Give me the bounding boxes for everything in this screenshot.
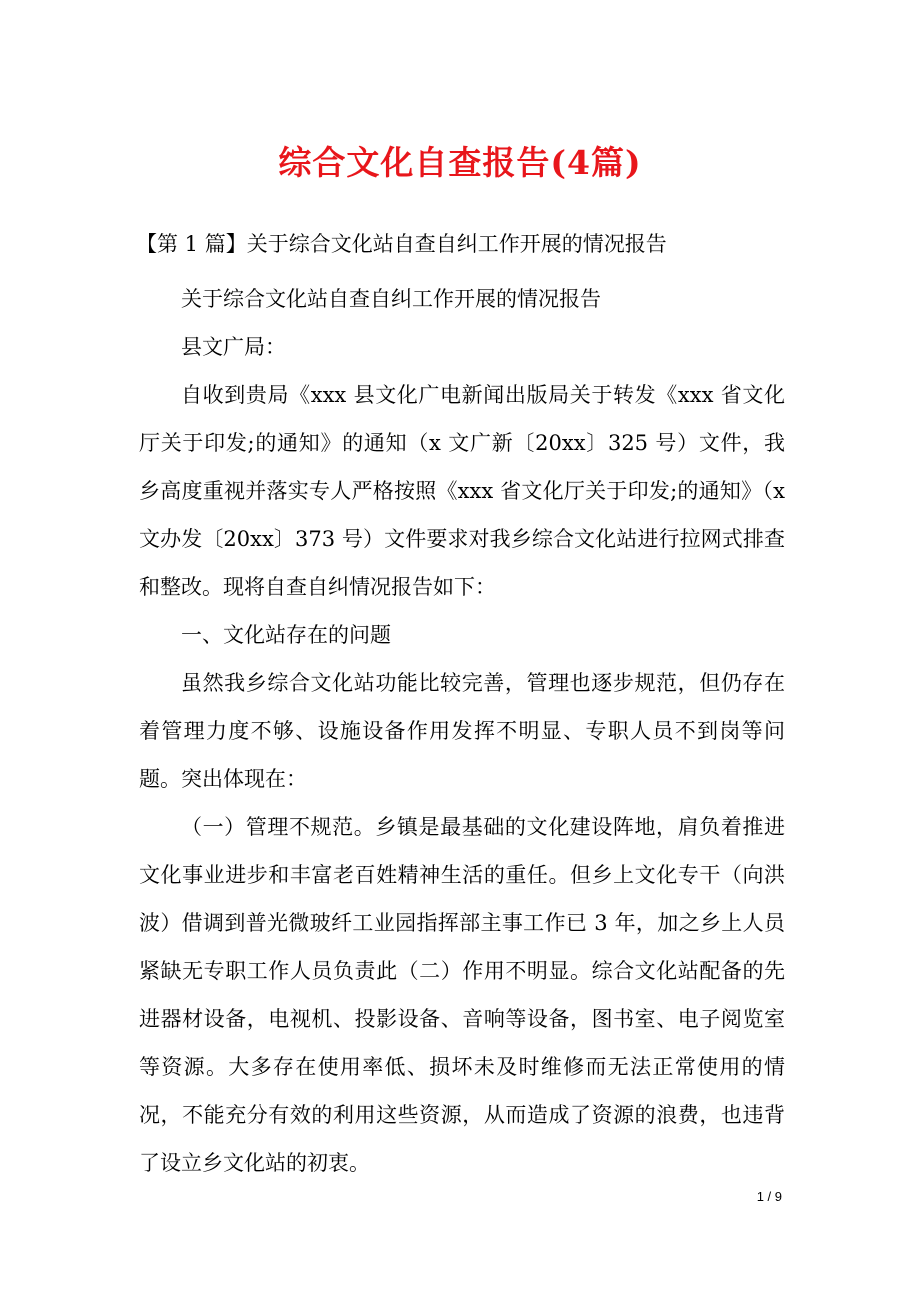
problem-summary-paragraph: 虽然我乡综合文化站功能比较完善，管理也逐步规范，但仍存在着管理力度不够、设施设备作用发挥不明显、专职人员不到岗等问题。突出体现在：: [139, 671, 785, 791]
salutation-paragraph: 县文广局：: [181, 335, 286, 359]
problem-detail-paragraph: （一）管理不规范。乡镇是最基础的文化建设阵地，肩负着推进文化事业进步和丰富老百姓精神生活的重任。但乡上文化专干（向洪波）借调到普光微玻纤工业园指挥部主事工作已 3 年，加之乡上人员紧缺无专职工作人员负责此（二）作用不明显。综合文化站配备的先进器材设备，电视机、投影设备、音响等设备，图书室、电子阅览室等资源。大多存在使用率低、损坏未及时维修而无法正常使用的情况，不能充分有效的利用这些资源，从而造成了资源的浪费，也违背了设立乡文化站的初衷。: [139, 815, 785, 1175]
intro-paragraph: 自收到贵局《xxx 县文化广电新闻出版局关于转发《xxx 省文化厅关于印发;的通知》的通知（x 文广新〔20xx〕325 号）文件，我乡高度重视并落实专人严格按照《xxx 省文化厅关于印发;的通知》（x 文办发〔20xx〕373 号）文件要求对我乡综合文化站进行拉网式排查和整改。现将自查自纠情况报告如下：: [139, 383, 785, 599]
document-body: [139, 275, 785, 1187]
page-title: 综合文化自查报告(4篇): [278, 143, 642, 182]
page-number: 1 / 9: [756, 1189, 782, 1204]
report-title-paragraph: 关于综合文化站自查自纠工作开展的情况报告: [181, 287, 601, 311]
subheading-paragraph: 一、文化站存在的问题: [181, 623, 391, 647]
section-heading: 【第 1 篇】关于综合文化站自查自纠工作开展的情况报告: [136, 232, 667, 256]
